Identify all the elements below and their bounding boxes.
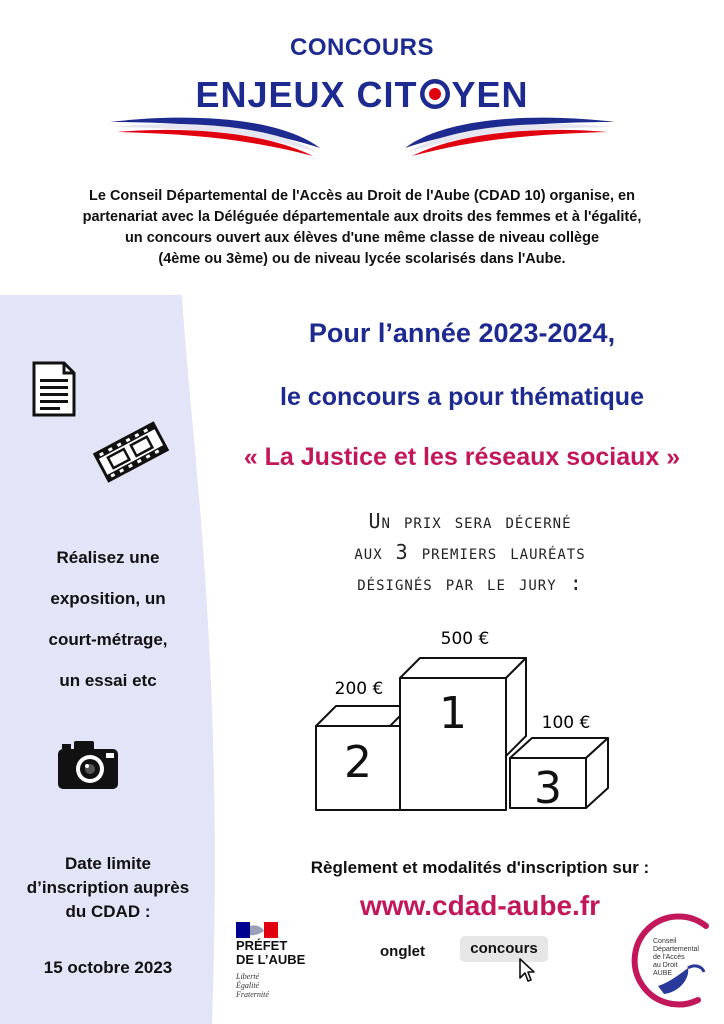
call-to-action (18, 537, 198, 701)
prize-amount-first: 500 € (440, 629, 490, 649)
deadline-date: 15 octobre 2023 (43, 958, 173, 977)
cdad-line: AUBE (653, 970, 673, 977)
deadline-line: d’inscription auprès (26, 878, 190, 897)
deadline-label (18, 852, 198, 924)
intro-line: partenariat avec la Déléguée départementale aux droits des femmes et à l'égalité, (82, 209, 642, 225)
camera-icon (56, 737, 120, 793)
motto-line: Liberté (236, 972, 260, 981)
intro-paragraph (40, 186, 684, 270)
marianne-logo-icon (236, 922, 278, 938)
contest-label: CONCOURS (289, 34, 434, 61)
concours-tab-button[interactable]: concours (460, 936, 548, 962)
prize-line: désignés par le jury : (357, 571, 583, 595)
prize-amount-third: 100 € (541, 713, 591, 733)
theme-intro: le concours a pour thématique (280, 383, 644, 411)
title-part-2: YEN (451, 74, 529, 115)
deadline-line: Date limite (65, 854, 151, 873)
prize-announcement (240, 506, 700, 599)
prefet-line: PRÉFET (236, 938, 288, 953)
podium-rank-1: 1 (439, 688, 467, 739)
website-link[interactable]: www.cdad-aube.fr (359, 890, 601, 921)
cdad-line: Conseil (653, 938, 677, 945)
cdad-line: de l'Accès (653, 954, 685, 961)
prefet-logo-text (236, 939, 305, 967)
prize-amount-second: 200 € (334, 679, 384, 699)
prefet-line: DE L’AUBE (236, 952, 306, 967)
intro-line: (4ème ou 3ème) ou de niveau lycée scolarisés dans l'Aube. (158, 251, 566, 267)
deadline-line: du CDAD : (65, 902, 151, 921)
republic-motto (236, 972, 269, 999)
cdad-line: au Droit (653, 962, 678, 969)
cockade-icon (419, 78, 451, 110)
intro-line: Le Conseil Départemental de l'Accès au Droit de l'Aube (CDAD 10) organise, en (89, 188, 635, 204)
podium-rank-2: 2 (344, 737, 372, 788)
tab-hint-label: onglet (380, 943, 425, 960)
motto-line: Fraternité (236, 990, 269, 999)
tricolor-ribbon (105, 110, 620, 160)
cdad-logo-text (653, 938, 699, 978)
registration-info: Règlement et modalités d'inscription sur : (310, 858, 650, 877)
mouse-cursor-icon (518, 957, 536, 983)
edition-year: Pour l’année 2023-2024, (308, 318, 616, 348)
podium-rank-3: 3 (534, 763, 562, 814)
title-part-1: ENJEUX CIT (195, 74, 418, 115)
prize-line: Un prix sera décerné (368, 509, 572, 533)
motto-line: Égalité (236, 981, 260, 990)
intro-line: un concours ouvert aux élèves d'une même classe de niveau collège (124, 230, 600, 246)
cta-line: exposition, un (50, 589, 166, 608)
cta-line: court-métrage, (48, 630, 168, 649)
prize-line: aux 3 premiers lauréats (354, 540, 586, 564)
cdad-line: Départemental (653, 946, 699, 953)
cta-line: un essai etc (59, 671, 157, 690)
contest-topic: « La Justice et les réseaux sociaux » (243, 443, 681, 471)
podium-illustration (300, 620, 620, 820)
cta-line: Réalisez une (56, 548, 160, 567)
document-icon (32, 361, 76, 417)
film-strip-icon (92, 417, 170, 487)
